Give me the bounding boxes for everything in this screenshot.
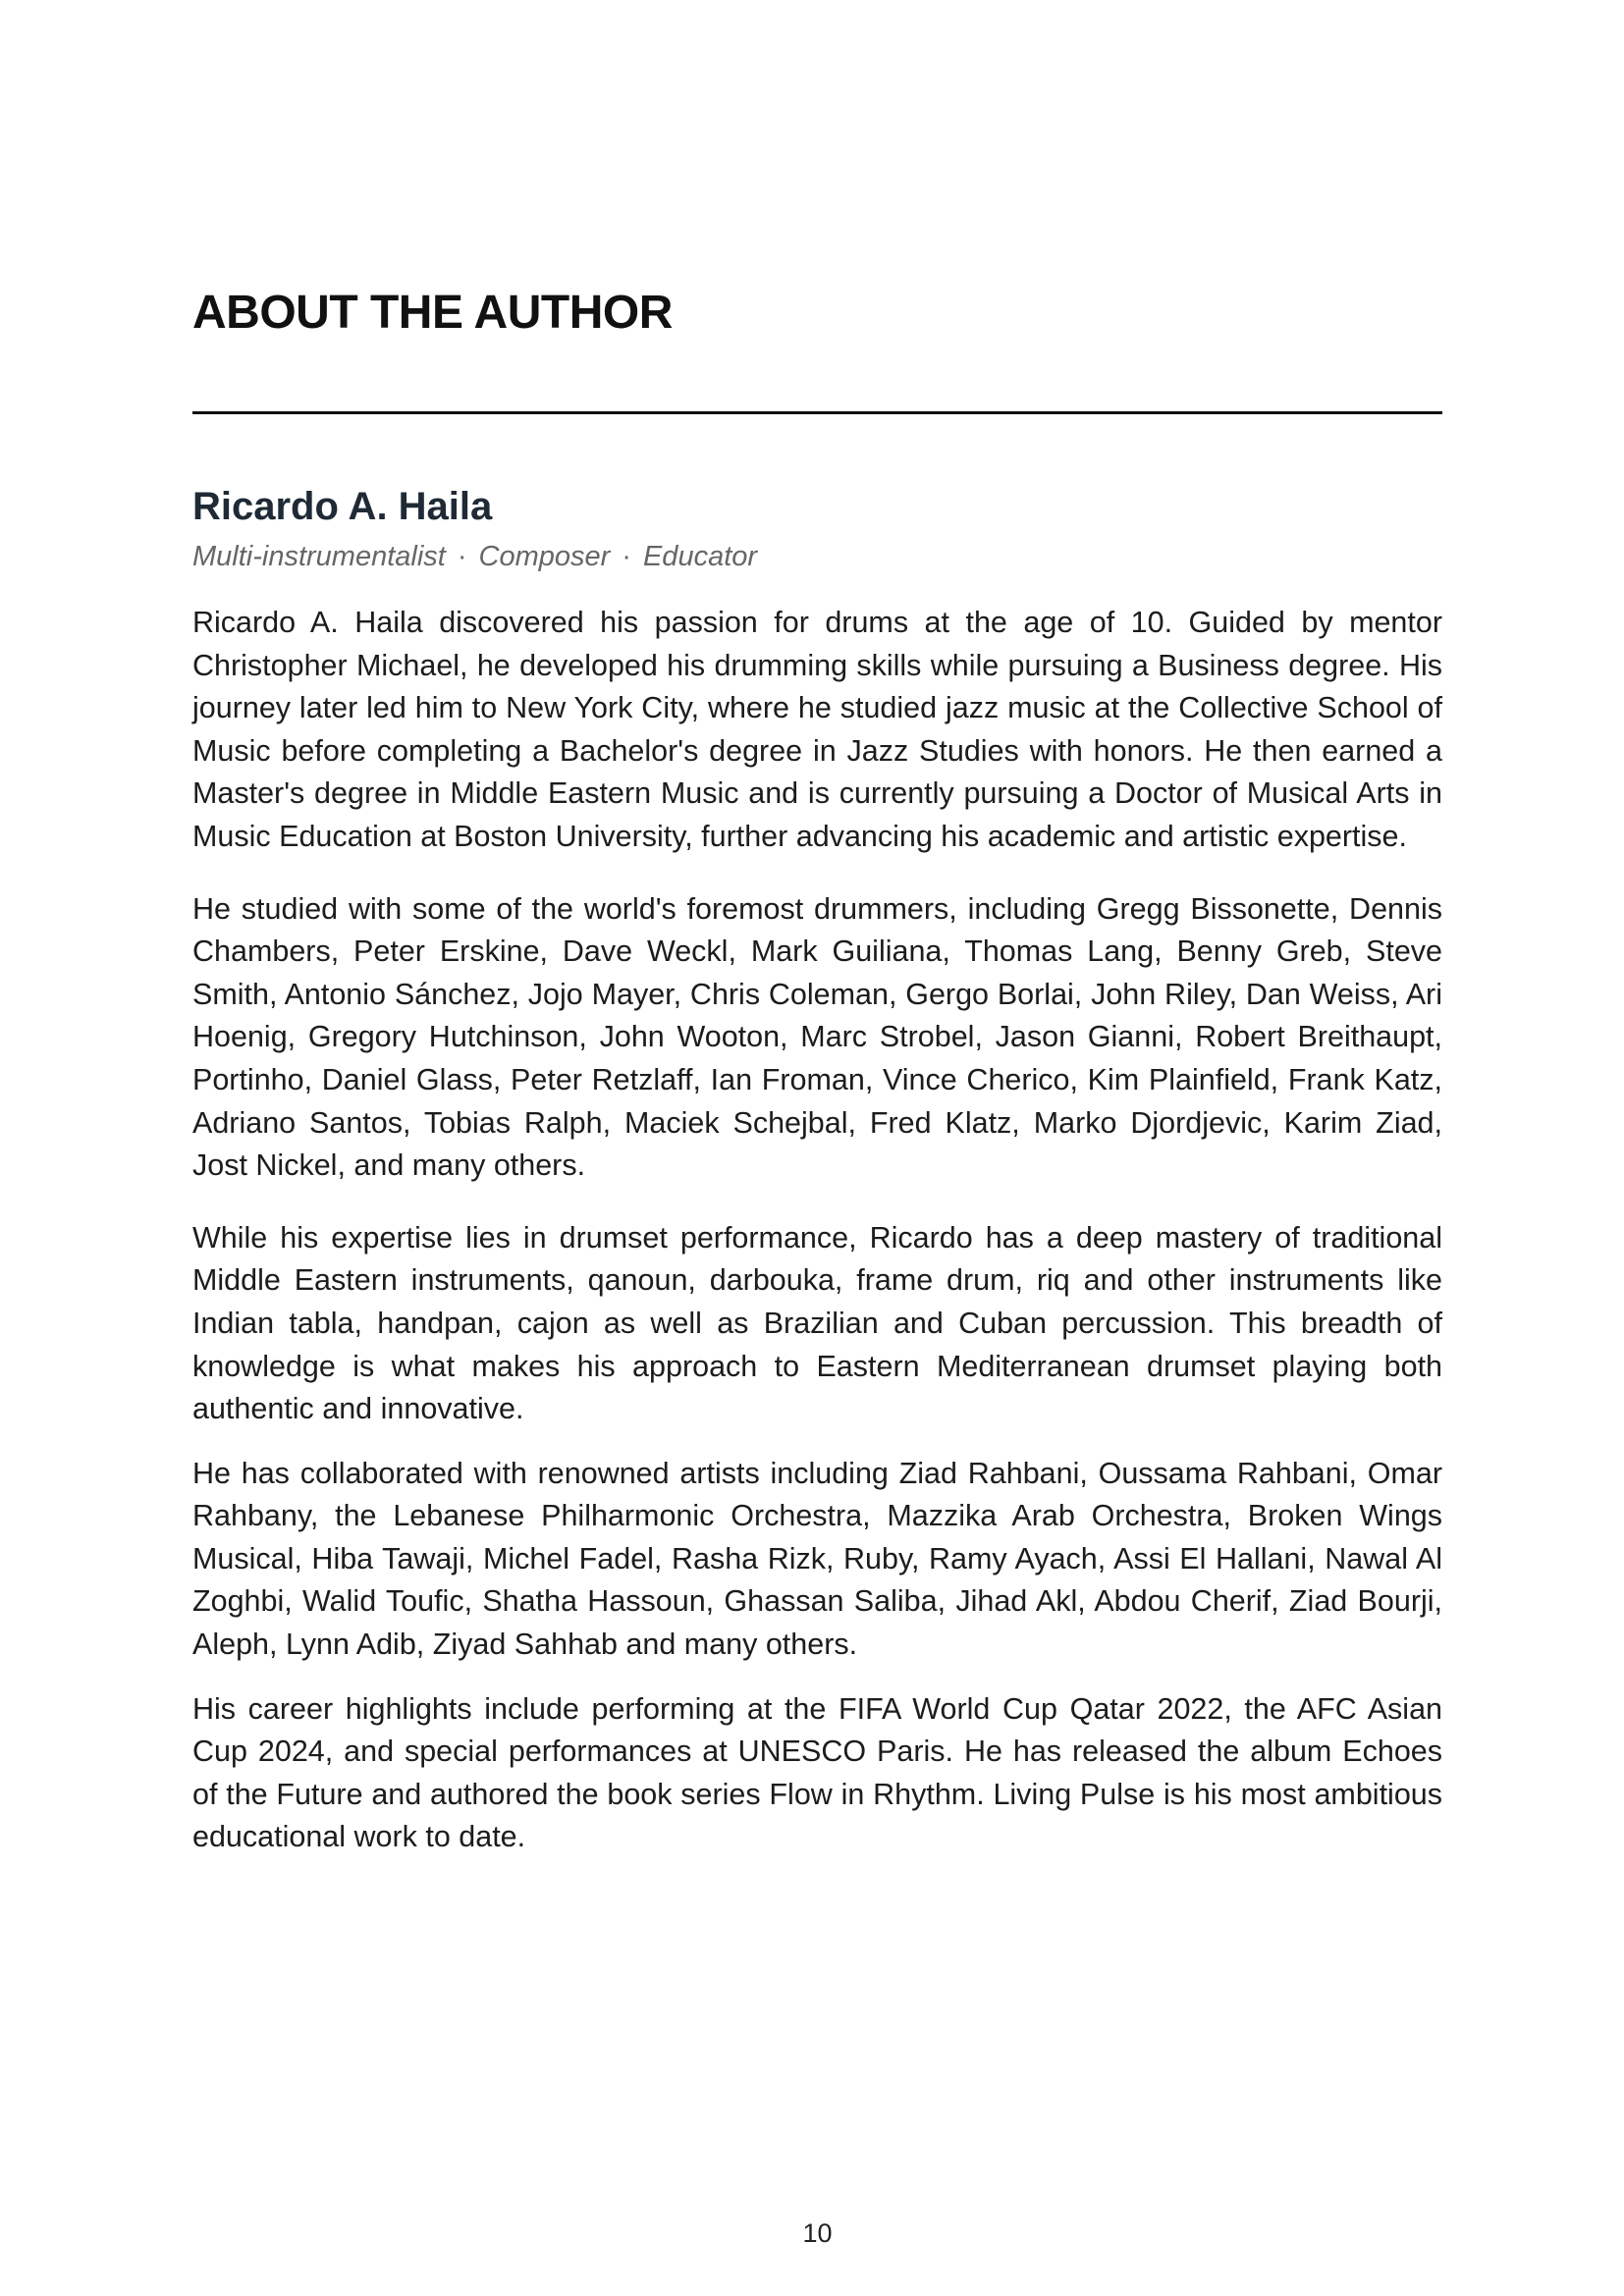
- role-educator: Educator: [642, 541, 758, 572]
- section-title: ABOUT THE AUTHOR: [192, 287, 673, 339]
- bio-paragraph-teachers: He studied with some of the world's foremost drummers, including Gregg Bissonette, Dennis Chambers, Peter Erskine, Dave Weckl, Mark Guiliana, Thomas Lang, Benny Greb, Steve Smith, Antonio Sánchez, Jojo Mayer, Chris Coleman, Gergo Borlai, John Riley, Dan Weiss, Ari Hoenig, Gregory Hutchinson, John Wooton, Marc Strobel, Jason Gianni, Robert Breithaupt, Portinho, Daniel Glass, Peter Retzlaff, Ian Froman, Vince Cherico, Kim Plainfield, Frank Katz, Adriano Santos, Tobias Ralph, Maciek Schejbal, Fred Klatz, Marko Djordjevic, Karim Ziad, Jost Nickel, and many others.: [192, 891, 1442, 1183]
- role-multi-instrumentalist: Multi-instrumentalist: [192, 541, 446, 572]
- bio-paragraph-highlights: His career highlights include performing at the FIFA World Cup Qatar 2022, the AFC Asian Cup 2024, and special performances at UNESCO Paris. He has released the album Echoes of the Future and authored the book series Flow in Rhythm. Living Pulse is his most ambitious educational work to date.: [192, 1691, 1442, 1854]
- document-page: [192, 0, 1442, 2296]
- role-separator: ·: [622, 541, 631, 572]
- author-biography: [192, 602, 1442, 1859]
- page-number: 10: [802, 2218, 833, 2248]
- author-roles: [192, 540, 757, 574]
- bio-paragraph-collaborations: He has collaborated with renowned artists including Ziad Rahbani, Oussama Rahbani, Omar Rahbany, the Lebanese Philharmonic Orchestra, Mazzika Arab Orchestra, Broken Wings Musical, Hiba Tawaji, Michel Fadel, Rasha Rizk, Ruby, Ramy Ayach, Assi El Hallani, Nawal Al Zoghbi, Walid Toufic, Shatha Hassoun, Ghassan Saliba, Jihad Akl, Abdou Cherif, Ziad Bourji, Aleph, Lynn Adib, Ziyad Sahhab and many others.: [192, 1456, 1442, 1662]
- role-separator: ·: [457, 541, 467, 572]
- author-name: Ricardo A. Haila: [192, 485, 493, 528]
- bio-paragraph-education: Ricardo A. Haila discovered his passion for drums at the age of 10. Guided by mentor Christopher Michael, he developed his drumming skills while pursuing a Business degree. His journey later led him to New York City, where he studied jazz music at the Collective School of Music before completing a Bachelor's degree in Jazz Studies with honors. He then earned a Master's degree in Middle Eastern Music and is currently pursuing a Doctor of Musical Arts in Music Education at Boston University, further advancing his academic and artistic expertise.: [192, 606, 1442, 853]
- title-divider: [192, 411, 1442, 414]
- bio-paragraph-instruments: While his expertise lies in drumset performance, Ricardo has a deep mastery of traditional Middle Eastern instruments, qanoun, darbouka, frame drum, riq and other instruments like Indian tabla, handpan, cajon as well as Brazilian and Cuban percussion. This breadth of knowledge is what makes his approach to Eastern Mediterranean drumset playing both authentic and innovative.: [192, 1220, 1442, 1426]
- role-composer: Composer: [478, 541, 611, 572]
